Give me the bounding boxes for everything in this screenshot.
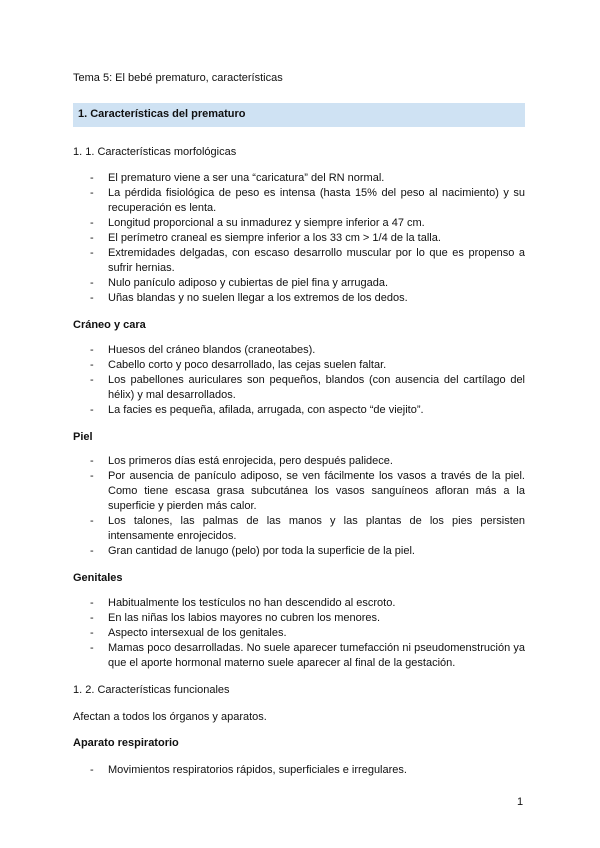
list-item <box>73 186 525 216</box>
list-item <box>73 469 525 514</box>
bullet-dash: - <box>90 642 94 654</box>
list-item <box>73 231 525 246</box>
bullet-dash: - <box>90 217 94 229</box>
list-item <box>73 403 525 418</box>
list-item <box>73 596 525 611</box>
list-item-text: Por ausencia de panículo adiposo, se ven fácilmente los vasos a través de la piel. Como tiene escasa grasa subcutánea los vasos sanguíneos afloran más a la superficie y pierden más calor. <box>108 470 525 512</box>
bullet-dash: - <box>90 455 94 467</box>
list-item-text: El prematuro viene a ser una “caricatura” del RN normal. <box>108 172 385 184</box>
list-item <box>73 611 525 626</box>
list-item-text: Uñas blandas y no suelen llegar a los extremos de los dedos. <box>108 292 408 304</box>
list-item <box>73 171 525 186</box>
bullet-dash: - <box>90 187 94 199</box>
list-item <box>73 343 525 358</box>
list-item <box>73 216 525 231</box>
list-item-text: Extremidades delgadas, con escaso desarrollo muscular por lo que es propenso a sufrir hernias. <box>108 247 525 274</box>
list-item-text: Huesos del cráneo blandos (craneotabes). <box>108 344 316 356</box>
list-item-text: Longitud proporcional a su inmadurez y siempre inferior a 47 cm. <box>108 217 425 229</box>
subsection-heading: 1. 2. Características funcionales <box>73 684 230 696</box>
list-item-text: Nulo panículo adiposo y cubiertas de piel fina y arrugada. <box>108 277 389 289</box>
list-item <box>73 291 525 306</box>
bullet-dash: - <box>90 597 94 609</box>
section-heading: 1. Características del prematuro <box>78 108 246 120</box>
list-item <box>73 641 525 671</box>
bullet-dash: - <box>90 612 94 624</box>
bullet-dash: - <box>90 172 94 184</box>
bullet-dash: - <box>90 470 94 482</box>
list-craneo <box>73 343 525 418</box>
heading-genitales: Genitales <box>73 572 123 584</box>
list-item-text: Aspecto intersexual de los genitales. <box>108 627 287 639</box>
bullet-dash: - <box>90 344 94 356</box>
list-item <box>73 373 525 403</box>
list-item-text: Mamas poco desarrolladas. No suele aparecer tumefacción ni pseudomenstrución ya que el aporte hormonal materno suele aparecer al final de la gestación. <box>108 642 525 669</box>
list-item-text: Gran cantidad de lanugo (pelo) por toda la superficie de la piel. <box>108 545 415 557</box>
list-item <box>73 358 525 373</box>
subsection-heading: 1. 1. Características morfológicas <box>73 146 237 158</box>
heading-piel: Piel <box>73 431 93 443</box>
list-item-text: Los talones, las palmas de las manos y las plantas de los pies persisten intensamente enrojecidos. <box>108 515 525 542</box>
list-item <box>73 544 525 559</box>
list-item <box>73 763 525 778</box>
list-item-text: Cabello corto y poco desarrollado, las cejas suelen faltar. <box>108 359 387 371</box>
list-item-text: Los primeros días está enrojecida, pero después palidece. <box>108 455 393 467</box>
list-item-text: El perímetro craneal es siempre inferior a los 33 cm > 1/4 de la talla. <box>108 232 441 244</box>
page-number: 1 <box>517 796 524 808</box>
list-morfologicas <box>73 171 525 306</box>
section-banner <box>73 103 525 127</box>
list-item-text: Habitualmente los testículos no han descendido al escroto. <box>108 597 396 609</box>
list-item-text: En las niñas los labios mayores no cubren los menores. <box>108 612 381 624</box>
list-item <box>73 514 525 544</box>
bullet-dash: - <box>90 764 94 776</box>
list-piel <box>73 454 525 559</box>
heading-craneo: Cráneo y cara <box>73 319 146 331</box>
bullet-dash: - <box>90 292 94 304</box>
bullet-dash: - <box>90 545 94 557</box>
list-item-text: Los pabellones auriculares son pequeños, blandos (con ausencia del cartílago del hélix) y mal desarrollados. <box>108 374 525 401</box>
bullet-dash: - <box>90 404 94 416</box>
bullet-dash: - <box>90 247 94 259</box>
list-item <box>73 246 525 276</box>
paragraph: Afectan a todos los órganos y aparatos. <box>73 711 267 723</box>
bullet-dash: - <box>90 374 94 386</box>
list-genitales <box>73 596 525 671</box>
list-item-text: Movimientos respiratorios rápidos, superficiales e irregulares. <box>108 764 407 776</box>
list-item <box>73 454 525 469</box>
list-item <box>73 626 525 641</box>
document-title: Tema 5: El bebé prematuro, características <box>73 72 283 84</box>
bullet-dash: - <box>90 277 94 289</box>
heading-respiratorio: Aparato respiratorio <box>73 737 179 749</box>
list-respiratorio <box>73 763 525 778</box>
bullet-dash: - <box>90 515 94 527</box>
list-item-text: La pérdida fisiológica de peso es intensa (hasta 15% del peso al nacimiento) y su recuperación es lenta. <box>108 187 525 214</box>
bullet-dash: - <box>90 359 94 371</box>
bullet-dash: - <box>90 232 94 244</box>
list-item-text: La facies es pequeña, afilada, arrugada, con aspecto “de viejito”. <box>108 404 424 416</box>
bullet-dash: - <box>90 627 94 639</box>
list-item <box>73 276 525 291</box>
